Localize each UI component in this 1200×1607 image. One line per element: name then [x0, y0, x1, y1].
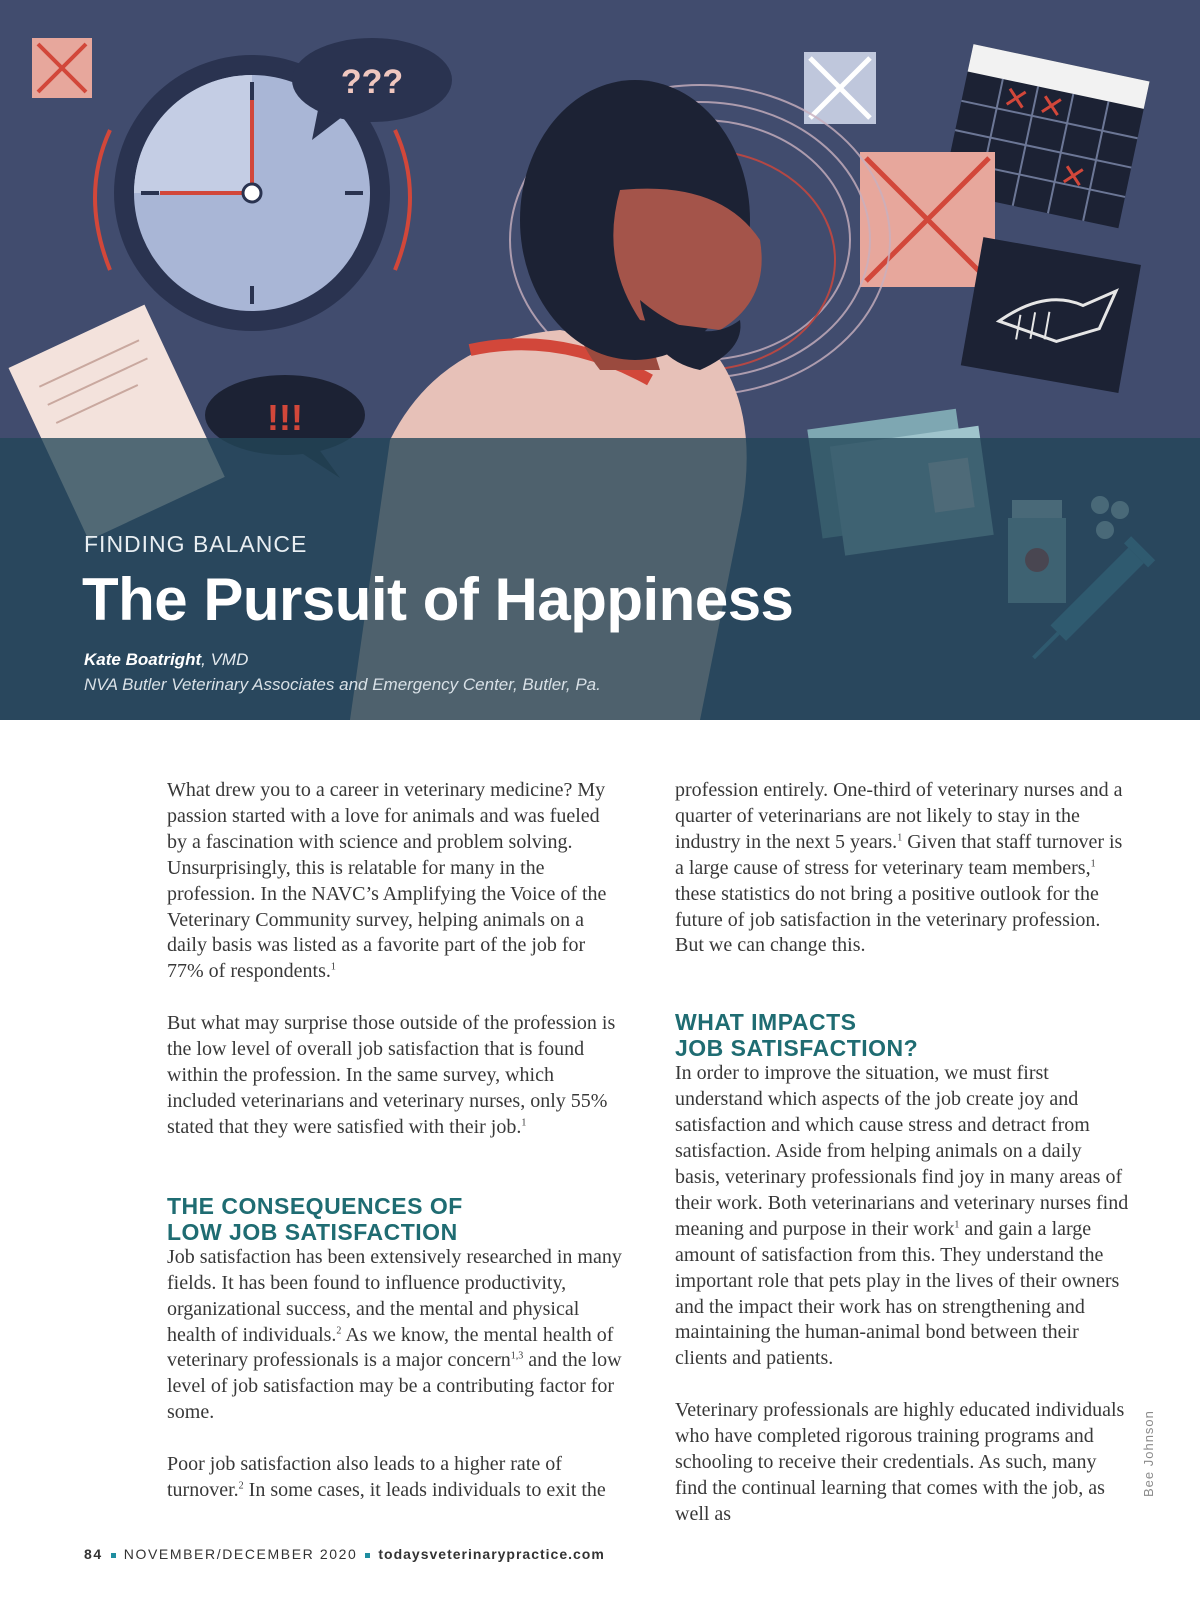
- x-mark-icon: [804, 52, 876, 124]
- website-link[interactable]: todaysveterinarypractice.com: [378, 1546, 605, 1562]
- hero-banner: [0, 0, 1200, 720]
- author-degree: , VMD: [201, 650, 249, 669]
- paragraph: Veterinary professionals are highly educated individuals who have completed rigorous training programs and schooling to receive their credentials. As such, many find the continual learning that comes with the job, as well as: [675, 1399, 1125, 1525]
- paragraph: In order to improve the situation, we must first understand which aspects of the job create joy and satisfaction and which cause stress and detract from satisfaction. Aside from helping animals on a daily basis, veterinary professionals find joy in many areas of their work. Both veterinarians and veterinary nurses find meaning and purpose in their work$^1$ and gain a large amount of satisfaction from this. They understand the important role that pets play in the lives of their owners and the impact their work has on strengthening and maintaining the human-animal bond between their clients and patients.: [675, 1062, 1129, 1370]
- page-footer: [84, 1546, 605, 1562]
- question-bubble-text: ???: [340, 63, 404, 101]
- question-bubble: [292, 38, 452, 140]
- separator-icon: [365, 1553, 370, 1558]
- x-mark-icon: [32, 38, 92, 98]
- paragraph: Poor job satisfaction also leads to a higher rate of turnover.$^2$ In some cases, it leads individuals to exit the: [167, 1453, 606, 1502]
- paragraph: But what may surprise those outside of the profession is the low level of overall job satisfaction that is found within the profession. In the same survey, which included veterinarians and veterinary nurses, only 55% stated that they were satisfied with their job.$^1$: [167, 1012, 616, 1138]
- article-column-left: [167, 778, 622, 1504]
- paragraph: Job satisfaction has been extensively researched in many fields. It has been found to influence productivity, organizational success, and the mental and physical health of individuals.$^2$ As we know, the mental health of veterinary professionals is a major concern$^{1,3}$ and the low level of job satisfaction may be a contributing factor for some.: [167, 1245, 622, 1424]
- page-number: 84: [84, 1546, 103, 1562]
- paragraph: What drew you to a career in veterinary medicine? My passion started with a love for animals and was fueled by a fascination with science and problem solving. Unsurprisingly, this is relatable for many in the profession. In the NAVC’s Amplifying the Voice of the Veterinary Community survey, helping animals on a daily basis was listed as a favorite part of the job for 77% of respondents.$^1$: [167, 779, 607, 983]
- section-heading: WHAT IMPACTS JOB SATISFACTION?: [675, 1009, 919, 1062]
- section-heading: THE CONSEQUENCES OF LOW JOB SATISFACTION: [167, 1192, 463, 1245]
- byline: [84, 650, 248, 670]
- separator-icon: [111, 1553, 116, 1558]
- section-kicker: FINDING BALANCE: [84, 531, 308, 557]
- author-affiliation: NVA Butler Veterinary Associates and Emergency Center, Butler, Pa.: [84, 675, 601, 694]
- illustration-credit: Bee Johnson: [1141, 1410, 1156, 1497]
- x-mark-icon: [860, 152, 995, 287]
- article-title: The Pursuit of Happiness: [82, 566, 794, 633]
- issue-date: NOVEMBER/DECEMBER 2020: [123, 1546, 358, 1562]
- article-column-right: [675, 778, 1130, 1528]
- author-name: Kate Boatright: [84, 650, 202, 669]
- exclamation-bubble-text: !!!: [267, 397, 303, 438]
- xray-icon: [961, 237, 1141, 393]
- paragraph: profession entirely. One-third of veterinary nurses and a quarter of veterinarians are not likely to stay in the industry in the next 5 years.$^1$ Given that staff turnover is a large cause of stress for veterinary team members,$^1$ these statistics do not bring a positive outlook for the future of job satisfaction in the veterinary profession. But we can change this.: [675, 779, 1123, 957]
